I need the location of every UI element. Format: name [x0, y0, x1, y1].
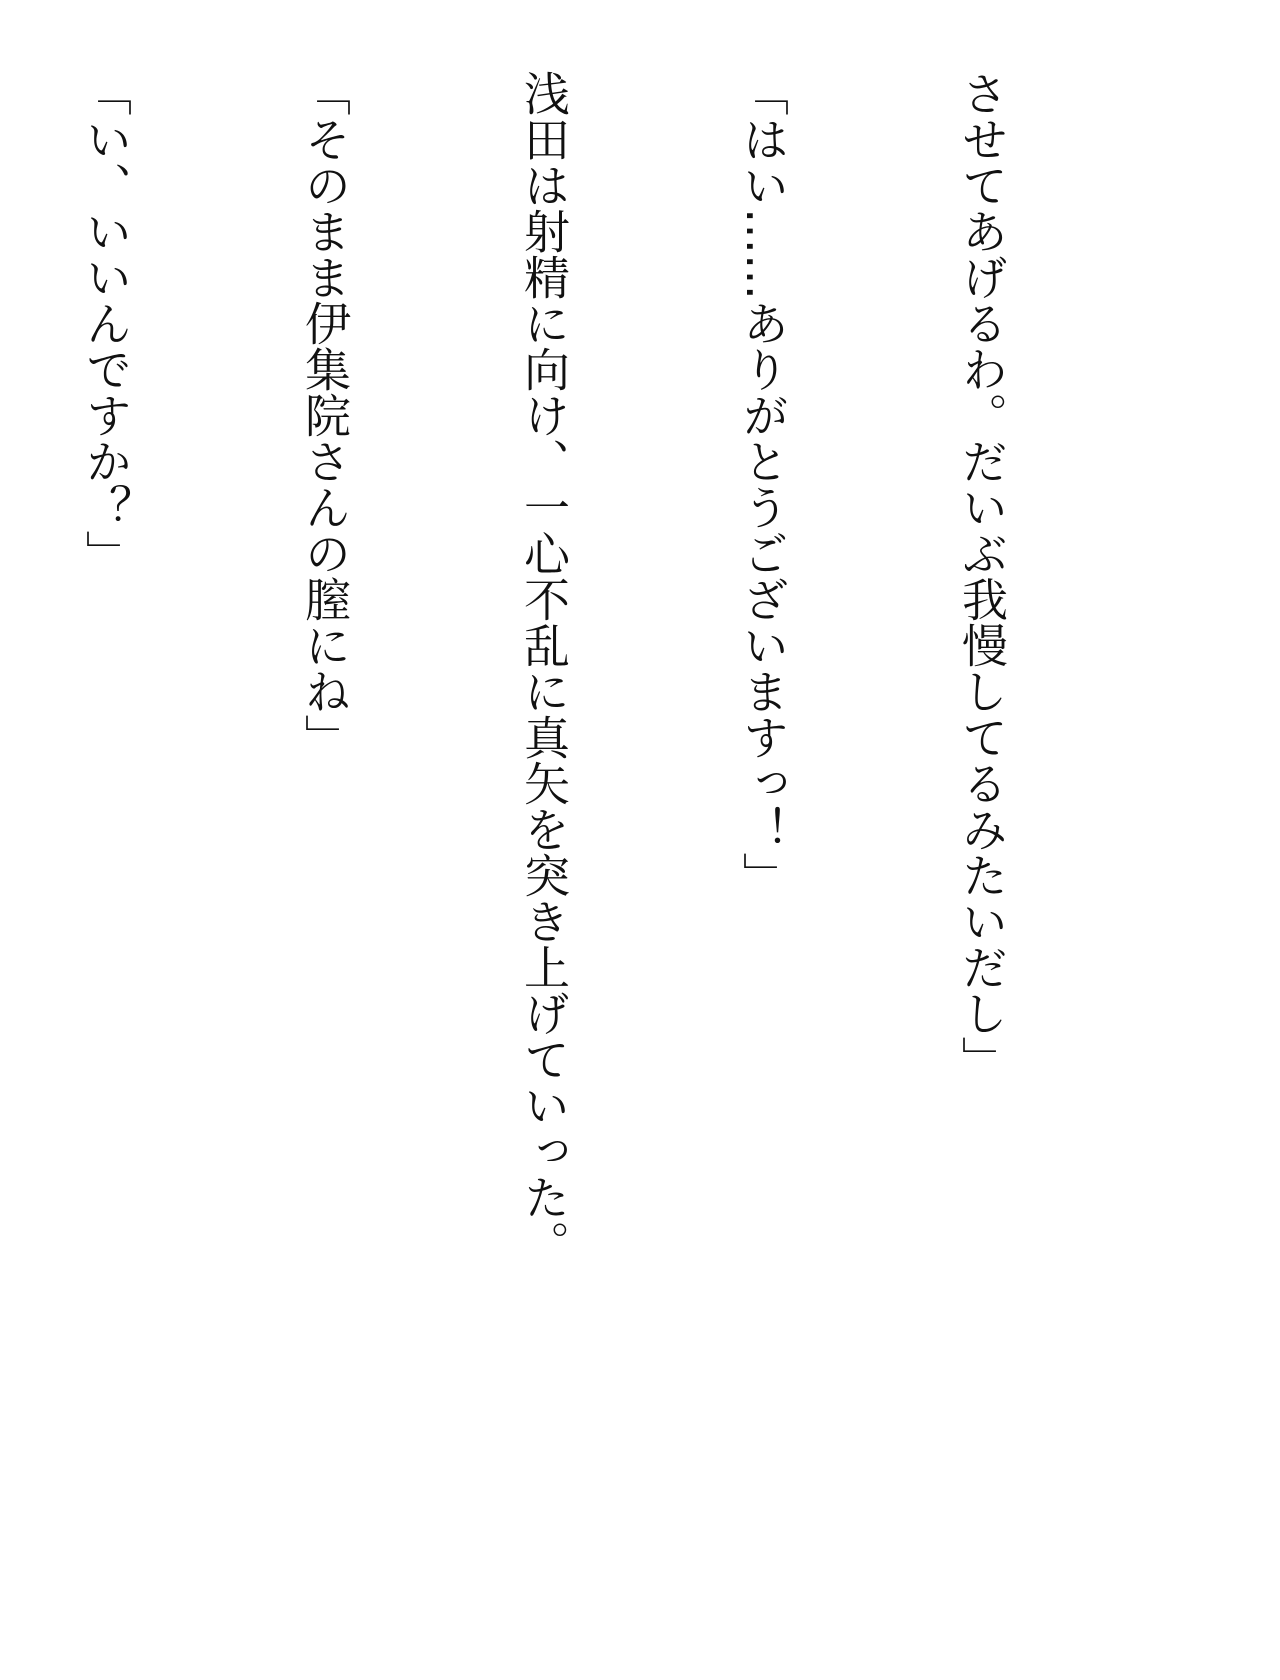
text-line: 「い、いいんですか？」 [79, 70, 133, 576]
text-line: 浅田は射精に向け、一心不乱に真矢を突き上げていった。 [517, 70, 571, 1266]
text-line: 「はい……ありがとうございますっ！」 [736, 70, 790, 898]
text-line: 「そのまま伊集院さんの膣にね」 [298, 70, 352, 760]
text-line: させてあげるわ。だいぶ我慢してるみたいだし」 [955, 70, 1009, 1082]
vertical-text-body [0, 70, 1164, 1590]
